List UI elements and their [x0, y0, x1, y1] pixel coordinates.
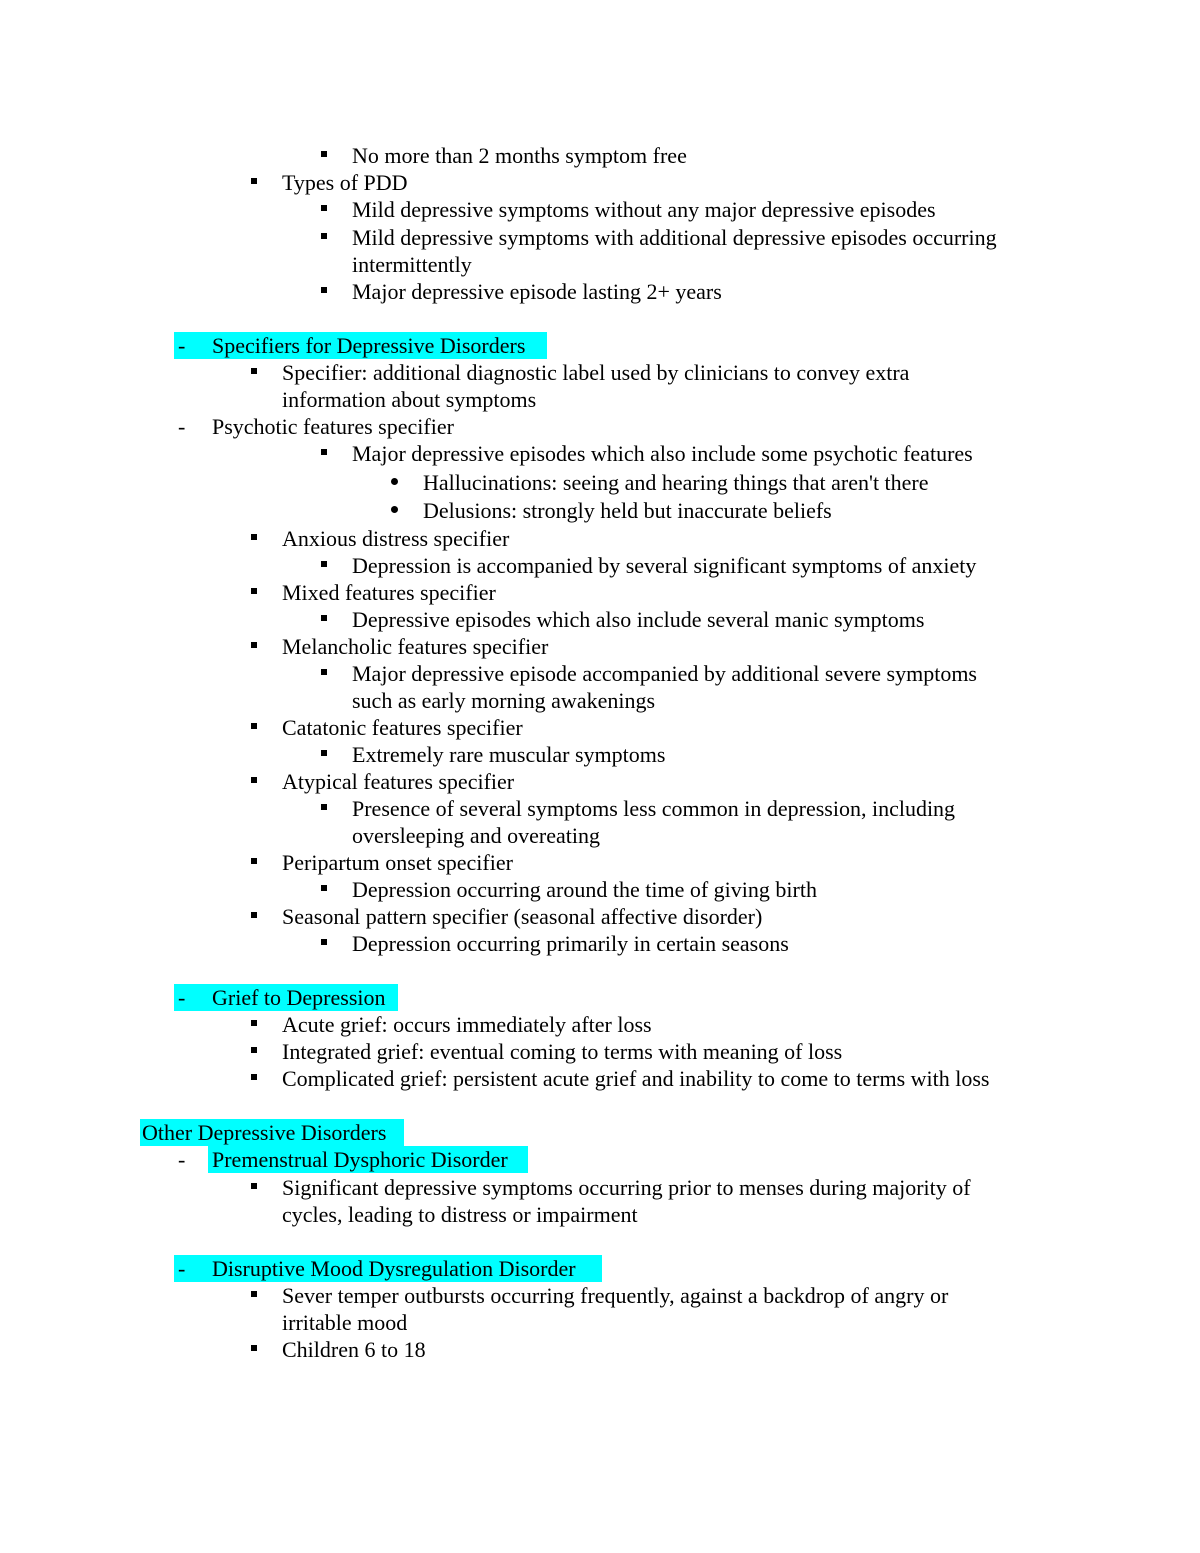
list-item-continuation	[0, 251, 1200, 278]
section-heading	[0, 1146, 1200, 1173]
section-heading	[0, 413, 1200, 440]
list-item-text: Depressive episodes which also include several manic symptoms	[352, 607, 925, 632]
list-item-continuation	[0, 687, 1200, 714]
list-item-text: Mixed features specifier	[282, 580, 496, 605]
dash-marker: -	[178, 985, 186, 1010]
list-item-text: intermittently	[352, 252, 472, 277]
list-item-text: Significant depressive symptoms occurring prior to menses during majority of	[282, 1175, 971, 1200]
list-item-text: Extremely rare muscular symptoms	[352, 742, 666, 767]
list-item	[0, 224, 1200, 251]
list-item	[0, 714, 1200, 741]
list-item	[0, 660, 1200, 687]
list-item-text: information about symptoms	[282, 387, 537, 412]
dash-marker: -	[178, 1256, 186, 1281]
list-item-text: Depression occurring around the time of giving birth	[352, 877, 817, 902]
list-item-text: Melancholic features specifier	[282, 634, 549, 659]
list-item	[0, 1282, 1200, 1309]
heading-text: Grief to Depression	[212, 985, 386, 1010]
dash-marker: -	[178, 414, 186, 439]
list-item-continuation	[0, 1201, 1200, 1228]
dash-marker: -	[178, 1147, 186, 1172]
list-item	[0, 359, 1200, 386]
section-heading	[0, 332, 1200, 359]
list-item-text: Catatonic features specifier	[282, 715, 523, 740]
list-item-text: Delusions: strongly held but inaccurate beliefs	[423, 498, 832, 523]
list-item-text: Presence of several symptoms less common in depression, including	[352, 796, 956, 821]
list-item-text: such as early morning awakenings	[352, 688, 656, 713]
list-item-continuation	[0, 822, 1200, 849]
list-item-text: Sever temper outbursts occurring frequently, against a backdrop of angry or	[282, 1283, 949, 1308]
list-item	[0, 469, 1200, 496]
heading-text: Specifiers for Depressive Disorders	[212, 333, 526, 358]
list-item-continuation	[0, 1309, 1200, 1336]
list-item-text: Atypical features specifier	[282, 769, 515, 794]
list-item	[0, 278, 1200, 305]
list-item-text: irritable mood	[282, 1310, 408, 1335]
list-item	[0, 1011, 1200, 1038]
list-item	[0, 169, 1200, 196]
list-item	[0, 876, 1200, 903]
list-item	[0, 1065, 1200, 1092]
list-item-text: Hallucinations: seeing and hearing things that aren't there	[423, 470, 929, 495]
list-item-text: Integrated grief: eventual coming to terms with meaning of loss	[282, 1039, 843, 1064]
list-item-continuation	[0, 386, 1200, 413]
list-item	[0, 552, 1200, 579]
heading-text: Psychotic features specifier	[212, 414, 454, 439]
list-item-text: Major depressive episode accompanied by additional severe symptoms	[352, 661, 977, 686]
list-item	[0, 633, 1200, 660]
list-item-text: Specifier: additional diagnostic label used by clinicians to convey extra	[282, 360, 910, 385]
list-item	[0, 1336, 1200, 1363]
list-item	[0, 579, 1200, 606]
list-item	[0, 741, 1200, 768]
list-item	[0, 525, 1200, 552]
list-item	[0, 768, 1200, 795]
list-item-text: Mild depressive symptoms with additional depressive episodes occurring	[352, 225, 997, 250]
list-item-text: Depression is accompanied by several significant symptoms of anxiety	[352, 553, 977, 578]
list-item-text: Depression occurring primarily in certain seasons	[352, 931, 789, 956]
list-item-text: No more than 2 months symptom free	[352, 143, 687, 168]
section-heading	[0, 1255, 1200, 1282]
section-title	[0, 1119, 1200, 1146]
list-item-text: Types of PDD	[282, 170, 408, 195]
heading-text: Disruptive Mood Dysregulation Disorder	[212, 1256, 576, 1281]
list-item	[0, 142, 1200, 169]
list-item	[0, 1174, 1200, 1201]
list-item-text: Acute grief: occurs immediately after loss	[282, 1012, 652, 1037]
list-item-text: oversleeping and overeating	[352, 823, 601, 848]
list-item	[0, 196, 1200, 223]
list-item-text: cycles, leading to distress or impairment	[282, 1202, 638, 1227]
dash-marker: -	[178, 333, 186, 358]
list-item	[0, 1038, 1200, 1065]
section-heading	[0, 984, 1200, 1011]
list-item	[0, 795, 1200, 822]
heading-text: Premenstrual Dysphoric Disorder	[212, 1147, 508, 1172]
list-item-text: Mild depressive symptoms without any major depressive episodes	[352, 197, 936, 222]
list-item-text: Complicated grief: persistent acute grief and inability to come to terms with loss	[282, 1066, 990, 1091]
list-item	[0, 903, 1200, 930]
list-item-text: Children 6 to 18	[282, 1337, 426, 1362]
list-item-text: Major depressive episodes which also include some psychotic features	[352, 441, 973, 466]
section-title-text: Other Depressive Disorders	[142, 1120, 387, 1145]
list-item-text: Peripartum onset specifier	[282, 850, 513, 875]
list-item-text: Seasonal pattern specifier (seasonal affective disorder)	[282, 904, 763, 929]
list-item	[0, 930, 1200, 957]
list-item	[0, 440, 1200, 467]
list-item	[0, 606, 1200, 633]
list-item	[0, 849, 1200, 876]
list-item-text: Major depressive episode lasting 2+ years	[352, 279, 722, 304]
list-item	[0, 497, 1200, 524]
list-item-text: Anxious distress specifier	[282, 526, 510, 551]
